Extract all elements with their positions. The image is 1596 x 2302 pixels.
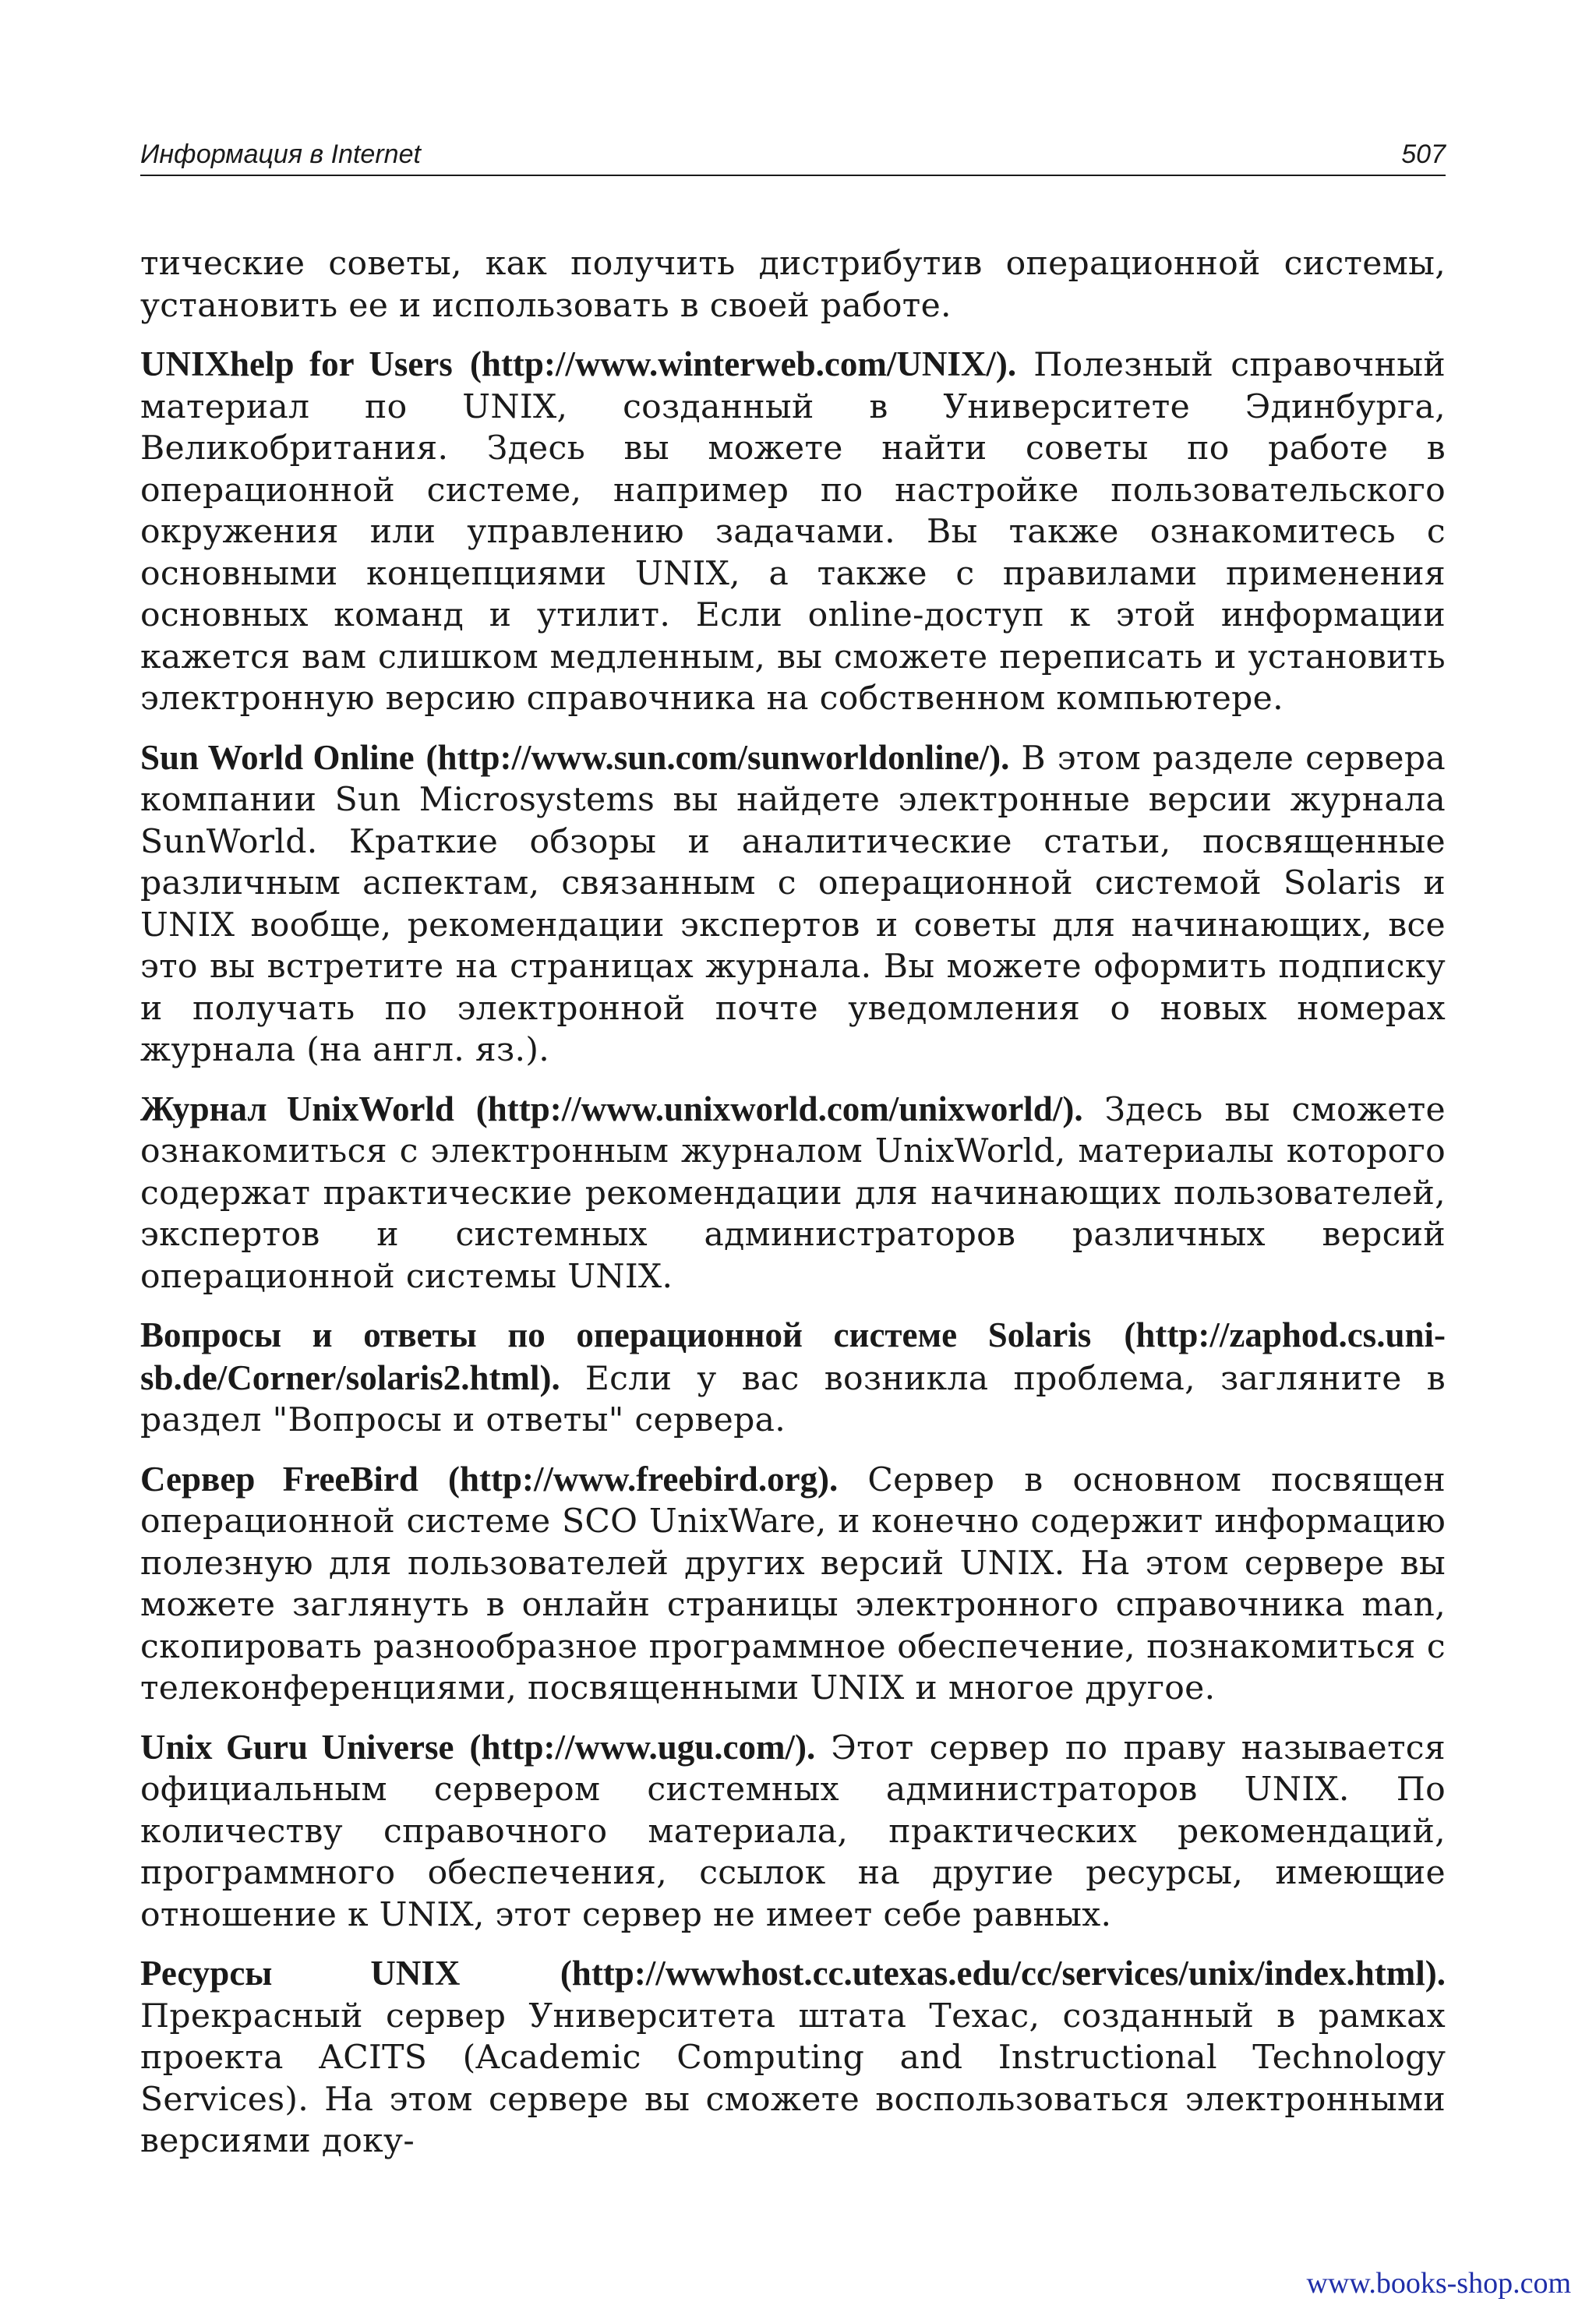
entry-unix-guru-universe (140, 1727, 1446, 1937)
page-body (140, 243, 1446, 2180)
entry-body: Если у вас возникла проблема, загляните в раздел "Вопросы и ответы" сервера. (140, 1359, 1446, 1439)
page-header (140, 134, 1446, 176)
entry-unixhelp (140, 344, 1446, 720)
entry-body: Здесь вы сможете ознакомиться с электронным журналом UnixWorld, материалы которого содержат практические рекомендации для начинающих пользователей, экспертов и системных администраторов различных версий операционной системы UNIX. (140, 1090, 1446, 1296)
page-number: 507 (1401, 139, 1446, 169)
entry-title: Ресурсы UNIX (140, 1954, 461, 1993)
entry-title: Unix Guru Universe (140, 1727, 454, 1767)
entry-url: (http://www.unixworld.com/unixworld/). (475, 1089, 1083, 1128)
entry-title: Сервер FreeBird (140, 1459, 418, 1499)
entry-sunworld (140, 737, 1446, 1072)
entry-url: (http://www.freebird.org). (447, 1459, 839, 1499)
entry-unixworld (140, 1089, 1446, 1298)
running-title: Информация в Internet (140, 139, 421, 169)
entry-body: Этот сервер по праву называется официальным сервером системных администраторов UNIX. По количеству справочного материала, практических рекомендаций, программного обеспечения, ссылок на другие ресурсы, имеющие отношение к UNIX, этот сервер не имеет себе равных. (140, 1728, 1446, 1934)
entry-solaris-faq (140, 1315, 1446, 1442)
entry-title: Журнал UnixWorld (140, 1089, 454, 1128)
entry-url: (http://wwwhost.cc.utexas.edu/cc/services/unix/index.html). (560, 1954, 1446, 1993)
entry-body: В этом разделе сервера компании Sun Microsystems вы найдете электронные версии журнала SunWorld. Краткие обзоры и аналитические статьи, посвященные различным аспектам, связанным с операционной системой Solaris и UNIX вообще, рекомендации экспертов и советы для начинающих, все это вы встретите на страницах журнала. Вы можете оформить подписку и получать по электронной почте уведомления о новых номерах журнала (на англ. яз.). (140, 739, 1446, 1069)
entry-body: Прекрасный сервер Университета штата Техас, созданный в рамках проекта ACITS (Academic Computing and Instructional Technology Services). На этом сервере вы сможете воспользоваться электронными версиями доку- (140, 1997, 1446, 2160)
entry-title: UNIXhelp for Users (140, 344, 453, 383)
entry-freebird (140, 1459, 1446, 1710)
entry-url: (http://zaphod.cs.uni-sb.de/Corner/solaris2.html). (140, 1315, 1446, 1397)
watermark-link[interactable]: www.books-shop.com (1306, 2267, 1571, 2300)
intro-paragraph: тические советы, как получить дистрибутив операционной системы, установить ее и использовать в своей работе. (140, 245, 1446, 325)
entry-title: Вопросы и ответы по операционной системе Solaris (140, 1315, 1092, 1354)
entry-unix-resources (140, 1953, 1446, 2163)
entry-title: Sun World Online (140, 737, 415, 777)
entry-body: Полезный справочный материал по UNIX, созданный в Университете Эдинбурга, Великобритания. Здесь вы можете найти советы по работе в операционной системе, например по настройке пользовательского окружения или управлению задачами. Вы также ознакомитесь с основными концепциями UNIX, а также с правилами применения основных команд и утилит. Если online-доступ к этой информации кажется вам слишком медленным, вы сможете переписать и установить электронную версию справочника на собственном компьютере. (140, 346, 1446, 718)
entry-url: (http://www.sun.com/sunworldonline/). (425, 737, 1010, 777)
entry-url: (http://www.winterweb.com/UNIX/). (469, 344, 1017, 383)
entry-url: (http://www.ugu.com/). (469, 1727, 816, 1767)
entry-body: Сервер в основном посвящен операционной системе SCO UnixWare, и конечно содержит информацию полезную для пользователей других версий UNIX. На этом сервере вы можете заглянуть в онлайн страницы электронного справочника man, скопировать разнообразное программное обеспечение, познакомиться с телеконференциями, посвященными UNIX и многое другое. (140, 1460, 1446, 1707)
